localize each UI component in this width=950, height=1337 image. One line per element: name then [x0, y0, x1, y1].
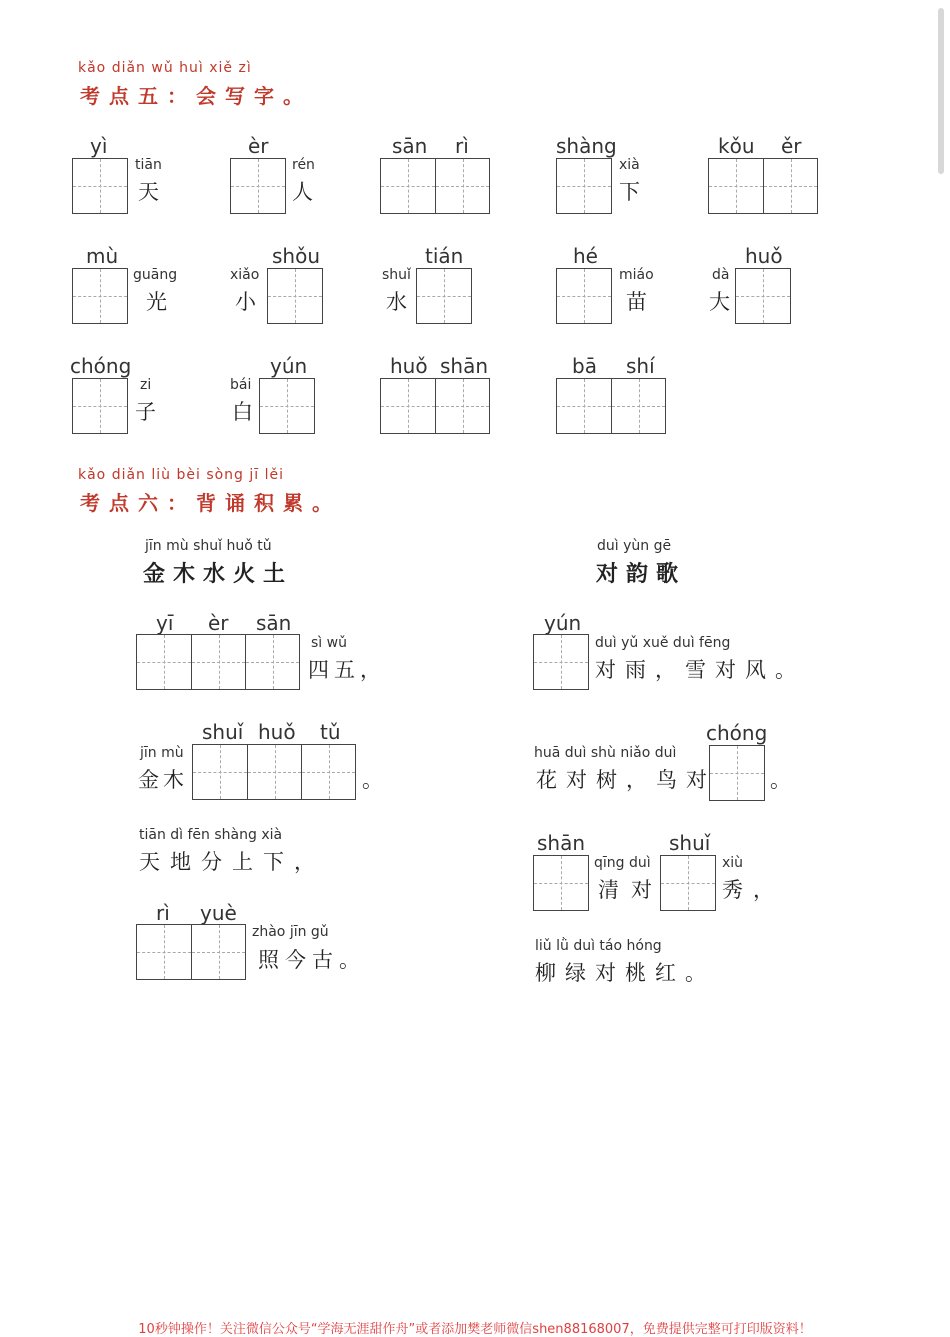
pinyin: shǒu: [272, 244, 321, 268]
hint-pinyin: sì wǔ: [311, 635, 347, 651]
writing-grid[interactable]: [380, 378, 490, 434]
poem-title-pinyin: duì yùn gē: [597, 538, 672, 554]
hint-char: 大: [709, 290, 730, 314]
line-pinyin: tiān dì fēn shàng xià: [139, 827, 283, 843]
writing-grid[interactable]: [709, 745, 765, 801]
writing-grid[interactable]: [192, 744, 356, 800]
writing-grid[interactable]: [708, 158, 818, 214]
line-text: 四五，: [308, 658, 386, 682]
pinyin: ěr: [781, 134, 802, 158]
pinyin: èr: [248, 134, 269, 158]
writing-grid[interactable]: [259, 378, 315, 434]
pinyin: kǒu: [718, 134, 755, 158]
writing-grid[interactable]: [556, 158, 612, 214]
pinyin: yuè: [200, 901, 237, 925]
hint-pinyin: xià: [619, 157, 640, 173]
poem-title-pinyin: jīn mù shuǐ huǒ tǔ: [145, 538, 272, 554]
hint-char: 人: [292, 180, 313, 204]
hint-char: 水: [386, 290, 407, 314]
hint-pinyin: duì yǔ xuě duì fēng: [595, 635, 731, 651]
hint-pinyin: rén: [292, 157, 315, 173]
writing-grid[interactable]: [72, 268, 128, 324]
footer-notice: 10秒钟操作！关注微信公众号“学海无涯甜作舟”或者添加樊老师微信shen88168007，免费提供完整可打印版资料！: [138, 1322, 812, 1337]
pinyin: chóng: [70, 354, 132, 378]
line-text: 花对树，鸟对: [536, 768, 716, 792]
line-text: 柳绿对桃红。: [535, 961, 715, 985]
section6-pinyin: kǎo diǎn liù bèi sòng jī lěi: [78, 467, 285, 483]
writing-grid[interactable]: [136, 924, 246, 980]
hint-pinyin: jīn mù: [140, 745, 184, 761]
line-text: 。: [362, 768, 383, 792]
hint-pinyin: miáo: [619, 267, 654, 283]
pinyin: tǔ: [320, 720, 341, 744]
line-text: 对雨，雪对风。: [595, 658, 805, 682]
writing-grid[interactable]: [533, 634, 589, 690]
writing-grid[interactable]: [416, 268, 472, 324]
pinyin: rì: [455, 134, 469, 158]
writing-grid[interactable]: [72, 378, 128, 434]
scrollbar[interactable]: [938, 8, 944, 174]
hint-char: 天: [138, 180, 159, 204]
hint-pinyin: xiù: [722, 855, 744, 871]
pinyin: shān: [440, 354, 489, 378]
line-pinyin: liǔ lǜ duì táo hóng: [535, 938, 662, 954]
hint-char: 小: [235, 290, 256, 314]
pinyin: yún: [270, 354, 308, 378]
pinyin: tián: [425, 244, 464, 268]
pinyin: èr: [208, 611, 229, 635]
hint-pinyin: qīng duì: [594, 855, 651, 871]
pinyin: shàng: [556, 134, 617, 158]
writing-grid[interactable]: [556, 378, 666, 434]
pinyin: chóng: [706, 721, 768, 745]
section5-title: 考点五：会写字。: [80, 84, 312, 108]
pinyin: sān: [256, 611, 292, 635]
hint-pinyin: huā duì shù niǎo duì: [534, 745, 677, 761]
line-text: 天地分上下，: [139, 850, 325, 874]
pinyin: sān: [392, 134, 428, 158]
poem-title: 对韵歌: [596, 561, 687, 587]
section5-pinyin: kǎo diǎn wǔ huì xiě zì: [78, 60, 252, 76]
line-text: 金木: [138, 768, 188, 792]
hint-pinyin: bái: [230, 377, 252, 393]
pinyin: huǒ: [745, 244, 783, 268]
hint-pinyin: dà: [712, 267, 730, 283]
writing-grid[interactable]: [380, 158, 490, 214]
pinyin: shí: [626, 354, 655, 378]
hint-char: 下: [619, 180, 640, 204]
line-text: 清对: [598, 878, 664, 902]
hint-char: 光: [146, 290, 167, 314]
writing-grid[interactable]: [533, 855, 589, 911]
hint-pinyin: zi: [140, 377, 152, 393]
writing-grid[interactable]: [136, 634, 300, 690]
pinyin: huǒ: [258, 720, 296, 744]
hint-pinyin: xiǎo: [230, 267, 260, 283]
hint-char: 苗: [626, 290, 647, 314]
pinyin: yún: [544, 611, 582, 635]
pinyin: yī: [156, 611, 174, 635]
pinyin: shuǐ: [669, 831, 711, 855]
pinyin: shān: [537, 831, 586, 855]
pinyin: huǒ: [390, 354, 428, 378]
hint-pinyin: shuǐ: [382, 267, 411, 283]
writing-grid[interactable]: [556, 268, 612, 324]
pinyin: shuǐ: [202, 720, 244, 744]
pinyin: hé: [573, 244, 598, 268]
writing-grid[interactable]: [267, 268, 323, 324]
writing-grid[interactable]: [230, 158, 286, 214]
hint-char: 子: [135, 400, 156, 424]
pinyin: mù: [86, 244, 119, 268]
hint-pinyin: guāng: [133, 267, 178, 283]
pinyin: bā: [572, 354, 597, 378]
poem-title: 金木水火土: [143, 561, 294, 587]
hint-char: 白: [232, 400, 253, 424]
hint-pinyin: zhào jīn gǔ: [252, 924, 329, 940]
writing-grid[interactable]: [660, 855, 716, 911]
writing-grid[interactable]: [72, 158, 128, 214]
pinyin: yì: [90, 134, 108, 158]
line-text: 照今古。: [258, 948, 366, 972]
line-text: 。: [770, 768, 791, 792]
pinyin: rì: [156, 901, 170, 925]
section6-title: 考点六：背诵积累。: [80, 491, 341, 515]
hint-pinyin: tiān: [135, 157, 162, 173]
writing-grid[interactable]: [735, 268, 791, 324]
line-text: 秀，: [722, 878, 784, 902]
